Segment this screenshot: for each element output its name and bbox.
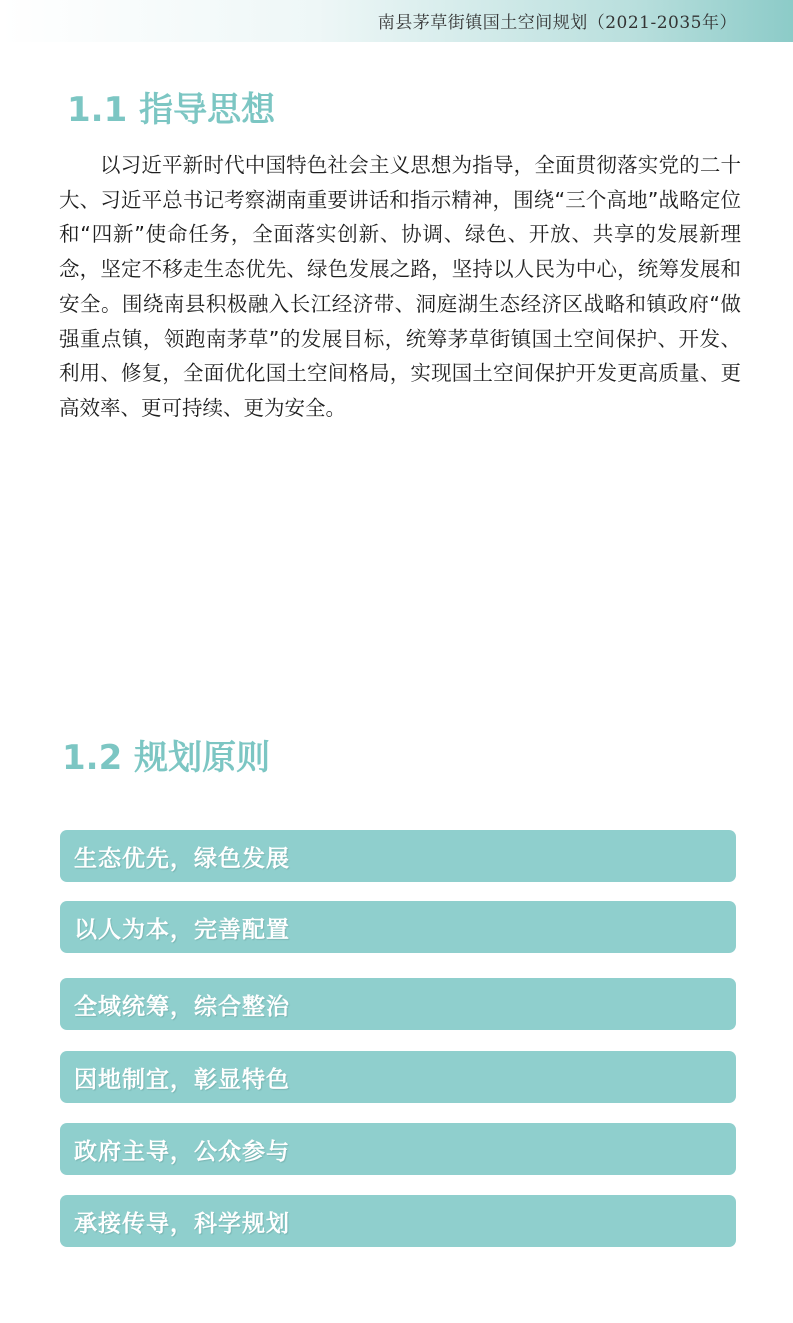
principle-bar (60, 901, 736, 953)
principle-bar (60, 1123, 736, 1175)
principle-bar (60, 1051, 736, 1103)
principle-label: 以人为本，完善配置 (74, 916, 290, 943)
section-heading-planning-principles: 1.2 规划原则 (62, 738, 271, 778)
header-band (0, 0, 793, 42)
principle-bar (60, 1195, 736, 1247)
principle-label: 生态优先，绿色发展 (74, 845, 290, 872)
principle-label: 因地制宜，彰显特色 (74, 1066, 290, 1093)
guiding-ideology-paragraph: 以习近平新时代中国特色社会主义思想为指导，全面贯彻落实党的二十大、习近平总书记考察湖南重要讲话和指示精神，围绕“三个高地”战略定位和“四新”使命任务，全面落实创新、协调、绿色、开放、共享的发展新理念，坚定不移走生态优先、绿色发展之路，坚持以人民为中心，统筹发展和安全。围绕南县积极融入长江经济带、洞庭湖生态经济区战略和镇政府“做强重点镇，领跑南茅草”的发展目标，统筹茅草街镇国土空间保护、开发、利用、修复，全面优化国土空间格局，实现国土空间保护开发更高质量、更高效率、更可持续、更为安全。 (59, 153, 741, 420)
section-heading-guiding-ideology: 1.1 指导思想 (67, 90, 276, 130)
principle-label: 政府主导，公众参与 (74, 1138, 290, 1165)
document-title: 南县茅草街镇国土空间规划（2021-2035年） (377, 13, 737, 33)
principle-bar (60, 978, 736, 1030)
principle-label: 全域统筹，综合整治 (74, 993, 290, 1020)
principle-label: 承接传导，科学规划 (74, 1210, 290, 1237)
principle-bar (60, 830, 736, 882)
